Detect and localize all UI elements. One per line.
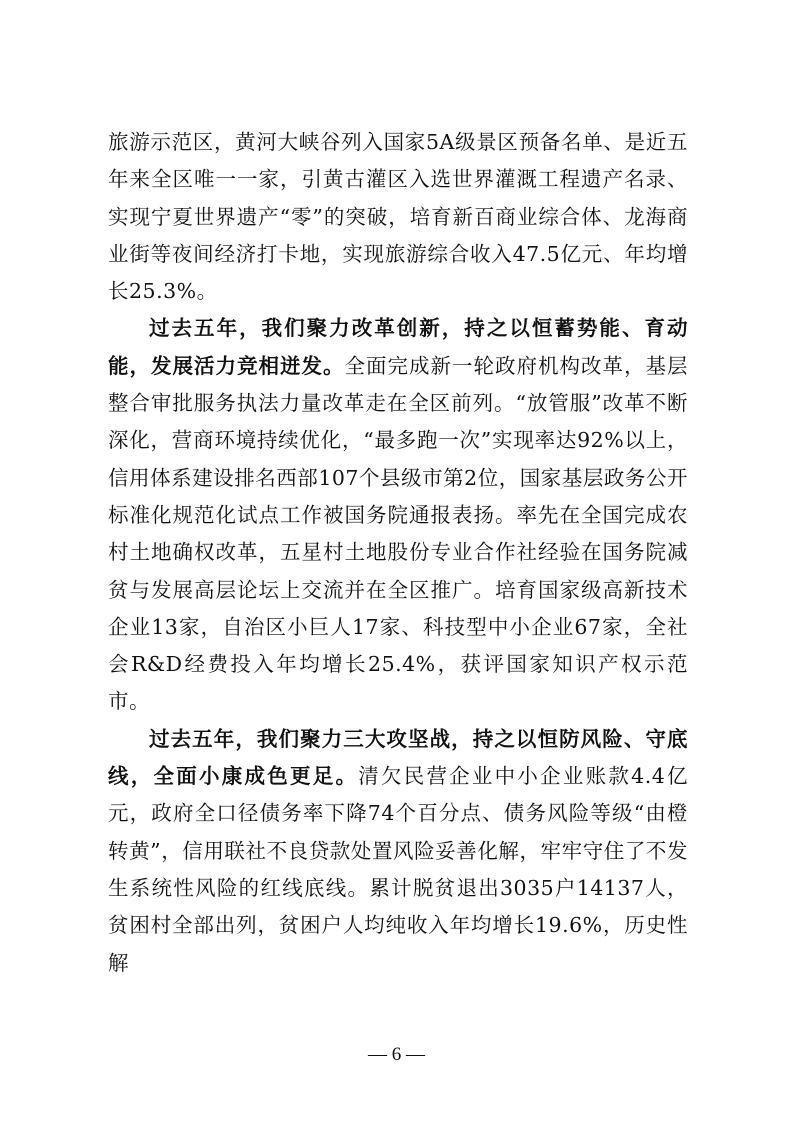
paragraph-reform-innovation [108, 310, 688, 720]
paragraph-tourism-continued [108, 124, 688, 310]
paragraph-lead-heading: 过去五年，我们聚力改革创新，持之以恒蓄势能、育动能，发展活力竞相迸发。 [108, 316, 688, 378]
paragraph-body: 全面完成新一轮政府机构改革，基层整合审批服务执法力量改革走在全区前列。“放管服”改革不断深化，营商环境持续优化，“最多跑一次”实现率达92%以上，信用体系建设排名西部107个县级市第2位，国家基层政务公开标准化规范化试点工作被国务院通报表扬。率先在全国完成农村土地确权改革，五星村土地股份专业合作社经验在国务院减贫与发展高层论坛上交流并在全区推广。培育国家级高新技术企业13家，自治区小巨人17家、科技型中小企业67家，全社会R&D经费投入年均增长25.4%，获评国家知识产权示范市。 [108, 353, 688, 714]
paragraph-body: 旅游示范区，黄河大峡谷列入国家5A级景区预备名单、是近五年来全区唯一一家，引黄古灌区入选世界灌溉工程遗产名录、实现宁夏世界遗产“零”的突破，培育新百商业综合体、龙海商业街等夜间经济打卡地，实现旅游综合收入47.5亿元、年均增长25.3%。 [108, 130, 688, 304]
paragraph-body: 清欠民营企业中小企业账款4.4亿元，政府全口径债务率下降74个百分点、债务风险等级“由橙转黄”，信用联社不良贷款处置风险妥善化解，牢牢守住了不发生系统性风险的红线底线。累计脱贫退出3035户14137人，贫困村全部出列，贫困户人均纯收入年均增长19.6%，历史性解 [108, 764, 688, 975]
page-number: — 6 — [368, 1044, 425, 1065]
paragraph-lead-heading: 过去五年，我们聚力三大攻坚战，持之以恒防风险、守底线，全面小康成色更足。 [108, 726, 688, 789]
paragraph-three-battles [108, 721, 688, 982]
document-page [108, 124, 688, 982]
